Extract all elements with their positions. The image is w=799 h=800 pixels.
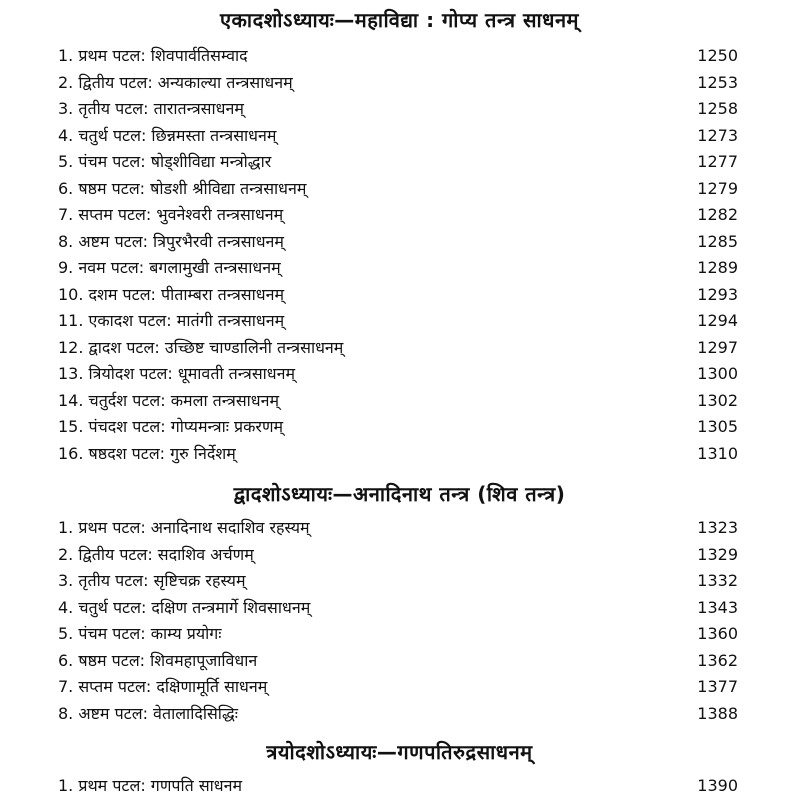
toc-entry: [58, 175, 738, 202]
entry-page: 1258: [697, 99, 738, 118]
toc-entry: [58, 541, 738, 568]
entry-page: 1279: [697, 179, 738, 198]
entry-page: 1300: [697, 364, 738, 383]
toc-entry: [58, 95, 738, 122]
toc-entry: [58, 647, 738, 674]
entry-page: 1277: [697, 152, 738, 171]
entry-page: 1294: [697, 311, 738, 330]
toc-entry: [58, 620, 738, 647]
entry-title: 13. त्रियोदश पटल: धूमावती तन्त्रसाधनम्: [58, 364, 296, 383]
entry-page: 1377: [697, 677, 738, 696]
section-heading-11: एकादशोऽध्यायः—महाविद्या : गोप्य तन्त्र साधनम्: [219, 8, 580, 32]
entry-title: 5. पंचम पटल: षोड्शीविद्या मन्त्रोद्धार: [58, 152, 272, 171]
toc-entry: [58, 514, 738, 541]
entry-title: 2. द्वितीय पटल: अन्यकाल्या तन्त्रसाधनम्: [58, 73, 293, 92]
entry-page: 1310: [697, 444, 738, 463]
entry-page: 1332: [697, 571, 738, 590]
entry-title: 16. षष्ठदश पटल: गुरु निर्देशम्: [58, 444, 236, 463]
toc-entry: [58, 254, 738, 281]
entry-title: 7. सप्तम पटल: भुवनेश्वरी तन्त्रसाधनम्: [58, 205, 284, 224]
toc-entry: [58, 387, 738, 414]
entry-page: 1253: [697, 73, 738, 92]
entry-title: 4. चतुर्थ पटल: दक्षिण तन्त्रमार्गे शिवसाधनम्: [58, 598, 311, 617]
entry-page: 1282: [697, 205, 738, 224]
entry-title: 8. अष्टम पटल: त्रिपुरभैरवी तन्त्रसाधनम्: [58, 232, 284, 251]
toc-entry: [58, 228, 738, 255]
toc-entry: [58, 307, 738, 334]
entry-title: 1. प्रथम पटल: शिवपार्वतिसम्वाद: [58, 46, 248, 65]
toc-entry: [58, 673, 738, 700]
toc-entry: [58, 413, 738, 440]
section-heading-13: त्रयोदशोऽध्यायः—गणपतिरुद्रसाधनम्: [266, 740, 533, 764]
toc-entry: [58, 567, 738, 594]
toc-entry: [58, 148, 738, 175]
entry-page: 1362: [697, 651, 738, 670]
entry-title: 14. चतुर्दश पटल: कमला तन्त्रसाधनम्: [58, 391, 280, 410]
entry-page: 1343: [697, 598, 738, 617]
entry-title: 15. पंचदश पटल: गोप्यमन्त्राः प्रकरणम्: [58, 417, 284, 436]
entry-page: 1388: [697, 704, 738, 723]
toc-entry: [58, 772, 738, 799]
toc-entry: [58, 201, 738, 228]
entry-page: 1293: [697, 285, 738, 304]
entry-page: 1285: [697, 232, 738, 251]
entry-page: 1305: [697, 417, 738, 436]
section-heading-12: द्वादशोऽध्यायः—अनादिनाथ तन्त्र (शिव तन्त्र): [233, 482, 566, 506]
toc-entry: [58, 69, 738, 96]
toc-entry: [58, 700, 738, 727]
entry-page: 1323: [697, 518, 738, 537]
toc-entry: [58, 334, 738, 361]
entry-page: 1297: [697, 338, 738, 357]
toc-entry: [58, 122, 738, 149]
entry-title: 6. षष्ठम पटल: शिवमहापूजाविधान: [58, 651, 258, 670]
entry-page: 1360: [697, 624, 738, 643]
entry-page: 1273: [697, 126, 738, 145]
toc-entry: [58, 360, 738, 387]
entry-page: 1329: [697, 545, 738, 564]
entry-title: 7. सप्तम पटल: दक्षिणामूर्ति साधनम्: [58, 677, 268, 696]
entry-page: 1390: [697, 776, 738, 795]
toc-entry: [58, 281, 738, 308]
entry-title: 9. नवम पटल: बगलामुखी तन्त्रसाधनम्: [58, 258, 281, 277]
entry-title: 4. चतुर्थ पटल: छिन्नमस्ता तन्त्रसाधनम्: [58, 126, 277, 145]
entry-title: 2. द्वितीय पटल: सदाशिव अर्चणम्: [58, 545, 254, 564]
entry-title: 10. दशम पटल: पीताम्बरा तन्त्रसाधनम्: [58, 285, 285, 304]
entry-title: 6. षष्ठम पटल: षोडशी श्रीविद्या तन्त्रसाधनम्: [58, 179, 307, 198]
entry-title: 1. प्रथम पटल: गणपति साधनम: [58, 776, 243, 795]
entry-title: 1. प्रथम पटल: अनादिनाथ सदाशिव रहस्यम्: [58, 518, 310, 537]
entry-page: 1302: [697, 391, 738, 410]
entry-title: 11. एकादश पटल: मातंगी तन्त्रसाधनम्: [58, 311, 285, 330]
entry-title: 3. तृतीय पटल: सृष्टिचक्र रहस्यम्: [58, 571, 246, 590]
entry-title: 3. तृतीय पटल: तारातन्त्रसाधनम्: [58, 99, 244, 118]
toc-entry: [58, 594, 738, 621]
toc-entry: [58, 440, 738, 467]
entry-title: 12. द्वादश पटल: उच्छिष्ट चाण्डालिनी तन्त्रसाधनम्: [58, 338, 344, 357]
entry-page: 1289: [697, 258, 738, 277]
toc-entry: [58, 42, 738, 69]
entry-page: 1250: [697, 46, 738, 65]
entry-title: 5. पंचम पटल: काम्य प्रयोगः: [58, 624, 222, 643]
entry-title: 8. अष्टम पटल: वेतालादिसिद्धिः: [58, 704, 238, 723]
